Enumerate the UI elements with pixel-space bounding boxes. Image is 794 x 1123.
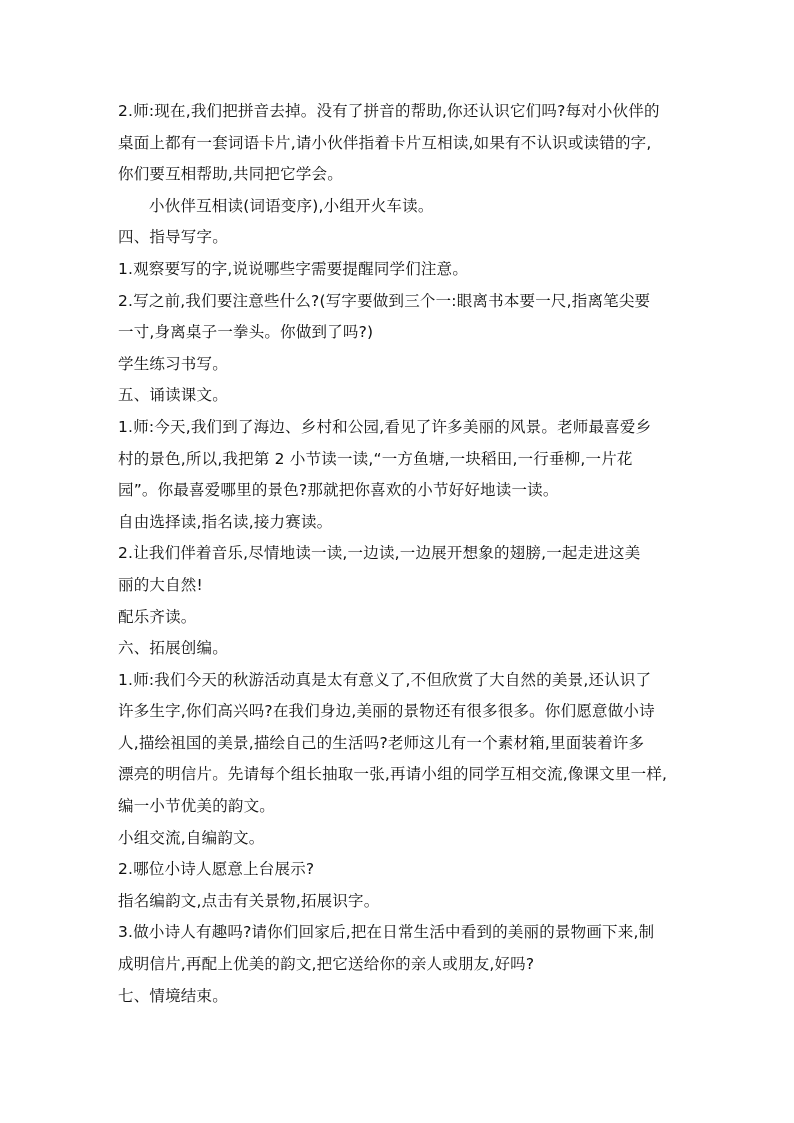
text-line: 小组交流,自编韵文。 — [118, 828, 265, 847]
text-line: 1.师:我们今天的秋游活动真是太有意义了,不但欣赏了大自然的美景,还认识了 — [118, 670, 652, 689]
text-line: 丽的大自然! — [118, 575, 203, 594]
text-line: 五、诵读课文。 — [118, 386, 228, 405]
document-body — [118, 96, 678, 1012]
text-line: 村的景色,所以,我把第 2 小节读一读,“一方鱼塘,一块稻田,一行垂柳,一片花 — [118, 449, 633, 468]
text-line: 园”。你最喜爱哪里的景色?那就把你喜欢的小节好好地读一读。 — [118, 481, 559, 500]
text-line: 成明信片,再配上优美的韵文,把它送给你的亲人或朋友,好吗? — [118, 955, 535, 974]
text-line: 自由选择读,指名读,接力赛读。 — [118, 512, 333, 531]
text-line: 小伙伴互相读(词语变序),小组开火车读。 — [149, 196, 434, 215]
text-line: 2.写之前,我们要注意些什么?(写字要做到三个一:眼离书本要一尺,指离笔尖要 — [118, 291, 651, 310]
text-line: 指名编韵文,点击有关景物,拓展识字。 — [118, 891, 380, 910]
text-line: 一寸,身离桌子一拳头。你做到了吗?) — [118, 323, 374, 342]
text-line: 编一小节优美的韵文。 — [118, 797, 276, 816]
text-line: 桌面上都有一套词语卡片,请小伙伴指着卡片互相读,如果有不认识或读错的字, — [118, 133, 652, 152]
text-line: 3.做小诗人有趣吗?请你们回家后,把在日常生活中看到的美丽的景物画下来,制 — [118, 923, 655, 942]
text-line: 许多生字,你们高兴吗?在我们身边,美丽的景物还有很多很多。你们愿意做小诗 — [118, 702, 655, 721]
text-line: 学生练习书写。 — [118, 354, 228, 373]
text-line: 四、指导写字。 — [118, 228, 228, 247]
text-line: 六、拓展创编。 — [118, 639, 228, 658]
text-line: 七、情境结束。 — [118, 986, 228, 1005]
text-line: 2.师:现在,我们把拼音去掉。没有了拼音的帮助,你还认识它们吗?每对小伙伴的 — [118, 102, 660, 120]
text-line: 漂亮的明信片。先请每个组长抽取一张,再请小组的同学互相交流,像课文里一样, — [118, 765, 668, 784]
text-line: 2.哪位小诗人愿意上台展示? — [118, 860, 315, 879]
text-line: 配乐齐读。 — [118, 607, 197, 626]
text-line: 人,描绘祖国的美景,描绘自己的生活吗?老师这儿有一个素材箱,里面装着许多 — [118, 733, 645, 752]
text-line: 1.观察要写的字,说说哪些字需要提醒同学们注意。 — [118, 259, 469, 278]
text-line: 1.师:今天,我们到了海边、乡村和公园,看见了许多美丽的风景。老师最喜爱乡 — [118, 417, 652, 436]
text-line: 你们要互相帮助,共同把它学会。 — [118, 165, 343, 184]
text-line: 2.让我们伴着音乐,尽情地读一读,一边读,一边展开想象的翅膀,一起走进这美 — [118, 544, 641, 563]
